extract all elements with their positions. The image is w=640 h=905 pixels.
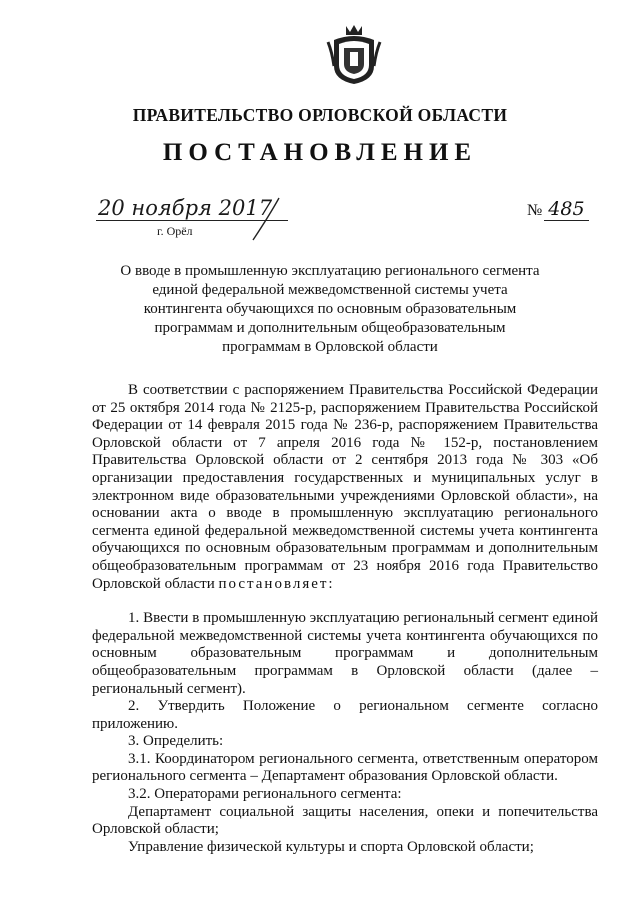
coat-of-arms-emblem [326, 22, 382, 86]
item-2: 2. Утвердить Положение о региональном сегменте согласно приложению. [92, 698, 598, 732]
preamble-paragraph [92, 382, 598, 593]
document-title: О вводе в промышленную эксплуатацию регионального сегмента единой федеральной межведомственной системы учета контингента обучающихся по основным образовательным программам и дополнительным общеобразовательным программам в Орловской области [120, 263, 540, 355]
handwritten-date: 20 ноября 2017 [98, 196, 273, 220]
item-3-2-operator-1: Департамент социальной защиты населения, опеки и попечительства Орловской области; [92, 803, 598, 838]
document-body [92, 382, 598, 856]
city-label: г. Орёл [157, 224, 193, 238]
resolves-word: постановляет: [218, 575, 335, 592]
document-number [527, 198, 589, 220]
organization-heading: ПРАВИТЕЛЬСТВО ОРЛОВСКОЙ ОБЛАСТИ [132, 105, 508, 125]
item-3: 3. Определить: [128, 733, 224, 750]
item-3-1: 3.1. Координатором регионального сегмента, ответственным оператором регионального сегмента – Департамент образования Орловской области. [92, 750, 598, 785]
handwritten-stroke [243, 196, 283, 242]
item-3-2-operator-2: Управление физической культуры и спорта Орловской области; [128, 838, 534, 855]
number-value: 485 [544, 198, 588, 221]
item-1: 1. Ввести в промышленную эксплуатацию региональный сегмент единой федеральной межведомственной системы учета контингента обучающихся по основным образовательным программам и дополнительным общеобразовательным программам в Орловской области (далее – региональный сегмент). [92, 610, 598, 697]
preamble-text: В соответствии с распоряжением Правительства Российской Федерации от 25 октября 2014 года № 2125-р, распоряжением Правительства Российской Федерации от 14 февраля 2015 года № 236-р, распоряжением Правительства Орловской области от 7 апреля 2016 года № 152-р, постановлением Правительства Орловской области от 2 сентября 2013 года № 303 «Об организации предоставления государственных и муниципальных услуг в электронном виде образовательными учреждениями Орловской области», на основании акта о вводе в промышленную эксплуатацию регионального сегмента единой федеральной межведомственной системы учета контингента обучающихся по основным образовательным программам и дополнительным общеобразовательным программам от 23 ноября 2016 года Правительство Орловской области [92, 382, 598, 592]
item-3-2: 3.2. Операторами регионального сегмента: [128, 786, 402, 803]
document-type-heading: ПОСТАНОВЛЕНИЕ [162, 139, 478, 166]
number-label: № [527, 202, 543, 219]
